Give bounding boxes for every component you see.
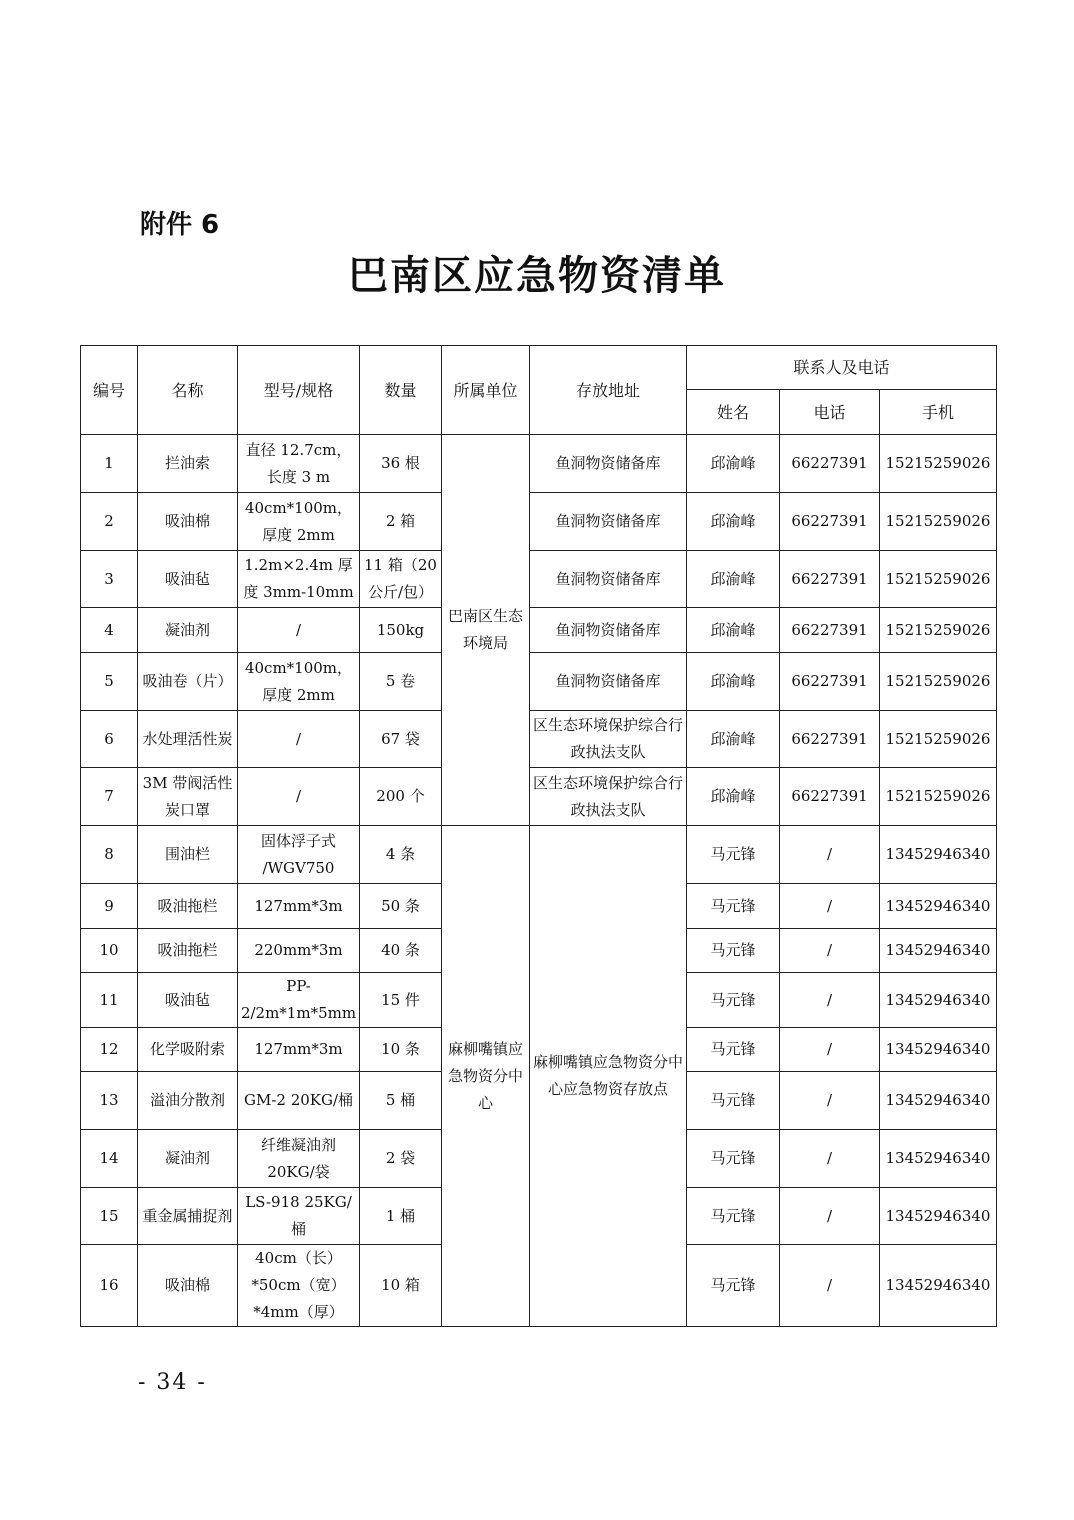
cell-tel: 66227391 — [780, 768, 880, 826]
cell-name: 吸油拖栏 — [138, 884, 238, 929]
header-name: 名称 — [138, 346, 238, 435]
cell-location-group-2: 麻柳嘴镇应急物资分中心应急物资存放点 — [530, 826, 687, 1327]
cell-person: 马元锋 — [687, 929, 780, 973]
cell-person: 邱渝峰 — [687, 711, 780, 768]
cell-no: 10 — [81, 929, 138, 973]
table-row — [81, 435, 997, 493]
cell-spec: 纤维凝油剂 20KG/袋 — [238, 1130, 360, 1188]
cell-tel: 66227391 — [780, 653, 880, 711]
cell-no: 9 — [81, 884, 138, 929]
cell-spec: 127mm*3m — [238, 1028, 360, 1072]
table-row — [81, 493, 997, 551]
cell-qty: 40 条 — [360, 929, 442, 973]
cell-no: 16 — [81, 1245, 138, 1327]
cell-mobile: 15215259026 — [880, 493, 997, 551]
cell-spec: 1.2m×2.4m 厚度 3mm-10mm — [238, 551, 360, 608]
cell-tel: / — [780, 973, 880, 1028]
cell-mobile: 15215259026 — [880, 608, 997, 653]
cell-tel: 66227391 — [780, 711, 880, 768]
cell-name: 吸油棉 — [138, 493, 238, 551]
cell-no: 15 — [81, 1188, 138, 1245]
table-row — [81, 711, 997, 768]
cell-location: 鱼洞物资储备库 — [530, 551, 687, 608]
cell-location: 区生态环境保护综合行政执法支队 — [530, 711, 687, 768]
cell-no: 13 — [81, 1072, 138, 1130]
cell-location: 鱼洞物资储备库 — [530, 608, 687, 653]
cell-name: 拦油索 — [138, 435, 238, 493]
cell-name: 溢油分散剂 — [138, 1072, 238, 1130]
cell-qty: 200 个 — [360, 768, 442, 826]
cell-tel: 66227391 — [780, 551, 880, 608]
attachment-label: 附件 6 — [140, 210, 220, 240]
cell-no: 1 — [81, 435, 138, 493]
cell-qty: 50 条 — [360, 884, 442, 929]
cell-spec: 40cm*100m，厚度 2mm — [238, 653, 360, 711]
cell-mobile: 13452946340 — [880, 973, 997, 1028]
header-location: 存放地址 — [530, 346, 687, 435]
table-row — [81, 608, 997, 653]
table-row — [81, 653, 997, 711]
cell-mobile: 13452946340 — [880, 826, 997, 884]
cell-person: 马元锋 — [687, 973, 780, 1028]
header-contact-group: 联系人及电话 — [687, 346, 997, 390]
cell-spec: / — [238, 608, 360, 653]
cell-person: 邱渝峰 — [687, 653, 780, 711]
cell-spec: / — [238, 768, 360, 826]
cell-name: 吸油棉 — [138, 1245, 238, 1327]
cell-qty: 4 条 — [360, 826, 442, 884]
cell-name: 重金属捕捉剂 — [138, 1188, 238, 1245]
cell-name: 凝油剂 — [138, 1130, 238, 1188]
cell-spec: LS-918 25KG/桶 — [238, 1188, 360, 1245]
cell-name: 吸油卷（片） — [138, 653, 238, 711]
cell-mobile: 15215259026 — [880, 435, 997, 493]
cell-qty: 15 件 — [360, 973, 442, 1028]
cell-person: 马元锋 — [687, 826, 780, 884]
cell-mobile: 13452946340 — [880, 929, 997, 973]
cell-spec: 40cm（长）*50cm（宽）*4mm（厚） — [238, 1245, 360, 1327]
cell-mobile: 13452946340 — [880, 1072, 997, 1130]
cell-name: 吸油毡 — [138, 973, 238, 1028]
header-mobile: 手机 — [880, 390, 997, 435]
cell-mobile: 13452946340 — [880, 1188, 997, 1245]
cell-person: 马元锋 — [687, 1130, 780, 1188]
cell-mobile: 15215259026 — [880, 653, 997, 711]
cell-mobile: 13452946340 — [880, 884, 997, 929]
cell-no: 14 — [81, 1130, 138, 1188]
cell-qty: 11 箱（20 公斤/包） — [360, 551, 442, 608]
cell-name: 化学吸附索 — [138, 1028, 238, 1072]
table-row — [81, 551, 997, 608]
cell-qty: 2 箱 — [360, 493, 442, 551]
cell-no: 8 — [81, 826, 138, 884]
cell-qty: 5 桶 — [360, 1072, 442, 1130]
cell-mobile: 15215259026 — [880, 711, 997, 768]
cell-person: 马元锋 — [687, 1028, 780, 1072]
cell-person: 马元锋 — [687, 1072, 780, 1130]
cell-person: 邱渝峰 — [687, 608, 780, 653]
cell-qty: 5 卷 — [360, 653, 442, 711]
cell-spec: 固体浮子式 /WGV750 — [238, 826, 360, 884]
cell-tel: / — [780, 1188, 880, 1245]
cell-unit-group-1: 巴南区生态环境局 — [442, 435, 530, 826]
cell-no: 12 — [81, 1028, 138, 1072]
cell-tel: 66227391 — [780, 493, 880, 551]
header-spec: 型号/规格 — [238, 346, 360, 435]
cell-location: 鱼洞物资储备库 — [530, 653, 687, 711]
cell-spec: 直径 12.7cm，长度 3 m — [238, 435, 360, 493]
cell-tel: / — [780, 1245, 880, 1327]
cell-tel: / — [780, 1072, 880, 1130]
header-person: 姓名 — [687, 390, 780, 435]
cell-tel: 66227391 — [780, 608, 880, 653]
header-tel: 电话 — [780, 390, 880, 435]
cell-name: 围油栏 — [138, 826, 238, 884]
cell-no: 2 — [81, 493, 138, 551]
cell-qty: 36 根 — [360, 435, 442, 493]
cell-tel: / — [780, 826, 880, 884]
cell-tel: / — [780, 929, 880, 973]
cell-no: 3 — [81, 551, 138, 608]
cell-name: 吸油拖栏 — [138, 929, 238, 973]
page-number: - 34 - — [138, 1370, 207, 1395]
cell-person: 马元锋 — [687, 1188, 780, 1245]
cell-qty: 2 袋 — [360, 1130, 442, 1188]
cell-no: 7 — [81, 768, 138, 826]
cell-no: 6 — [81, 711, 138, 768]
cell-location: 区生态环境保护综合行政执法支队 — [530, 768, 687, 826]
cell-tel: / — [780, 884, 880, 929]
cell-no: 4 — [81, 608, 138, 653]
cell-qty: 10 条 — [360, 1028, 442, 1072]
cell-spec: 127mm*3m — [238, 884, 360, 929]
cell-qty: 67 袋 — [360, 711, 442, 768]
cell-no: 5 — [81, 653, 138, 711]
cell-spec: PP-2/2m*1m*5mm — [238, 973, 360, 1028]
cell-spec: GM-2 20KG/桶 — [238, 1072, 360, 1130]
page-title: 巴南区应急物资清单 — [348, 253, 726, 299]
cell-name: 水处理活性炭 — [138, 711, 238, 768]
cell-qty: 10 箱 — [360, 1245, 442, 1327]
cell-unit-group-2: 麻柳嘴镇应急物资分中心 — [442, 826, 530, 1327]
cell-person: 邱渝峰 — [687, 435, 780, 493]
cell-tel: / — [780, 1130, 880, 1188]
header-no: 编号 — [81, 346, 138, 435]
table-row — [81, 826, 997, 884]
cell-person: 邱渝峰 — [687, 768, 780, 826]
header-unit: 所属单位 — [442, 346, 530, 435]
cell-spec: 220mm*3m — [238, 929, 360, 973]
header-qty: 数量 — [360, 346, 442, 435]
cell-mobile: 13452946340 — [880, 1028, 997, 1072]
cell-name: 凝油剂 — [138, 608, 238, 653]
cell-name: 3M 带阀活性炭口罩 — [138, 768, 238, 826]
cell-mobile: 15215259026 — [880, 768, 997, 826]
table-row — [81, 768, 997, 826]
cell-spec: 40cm*100m，厚度 2mm — [238, 493, 360, 551]
cell-mobile: 13452946340 — [880, 1130, 997, 1188]
materials-table — [80, 345, 997, 1327]
cell-qty: 150kg — [360, 608, 442, 653]
cell-person: 邱渝峰 — [687, 551, 780, 608]
cell-tel: / — [780, 1028, 880, 1072]
cell-spec: / — [238, 711, 360, 768]
cell-mobile: 15215259026 — [880, 551, 997, 608]
cell-qty: 1 桶 — [360, 1188, 442, 1245]
cell-person: 马元锋 — [687, 1245, 780, 1327]
cell-person: 马元锋 — [687, 884, 780, 929]
cell-tel: 66227391 — [780, 435, 880, 493]
cell-name: 吸油毡 — [138, 551, 238, 608]
cell-location: 鱼洞物资储备库 — [530, 493, 687, 551]
cell-no: 11 — [81, 973, 138, 1028]
cell-location: 鱼洞物资储备库 — [530, 435, 687, 493]
cell-person: 邱渝峰 — [687, 493, 780, 551]
cell-mobile: 13452946340 — [880, 1245, 997, 1327]
